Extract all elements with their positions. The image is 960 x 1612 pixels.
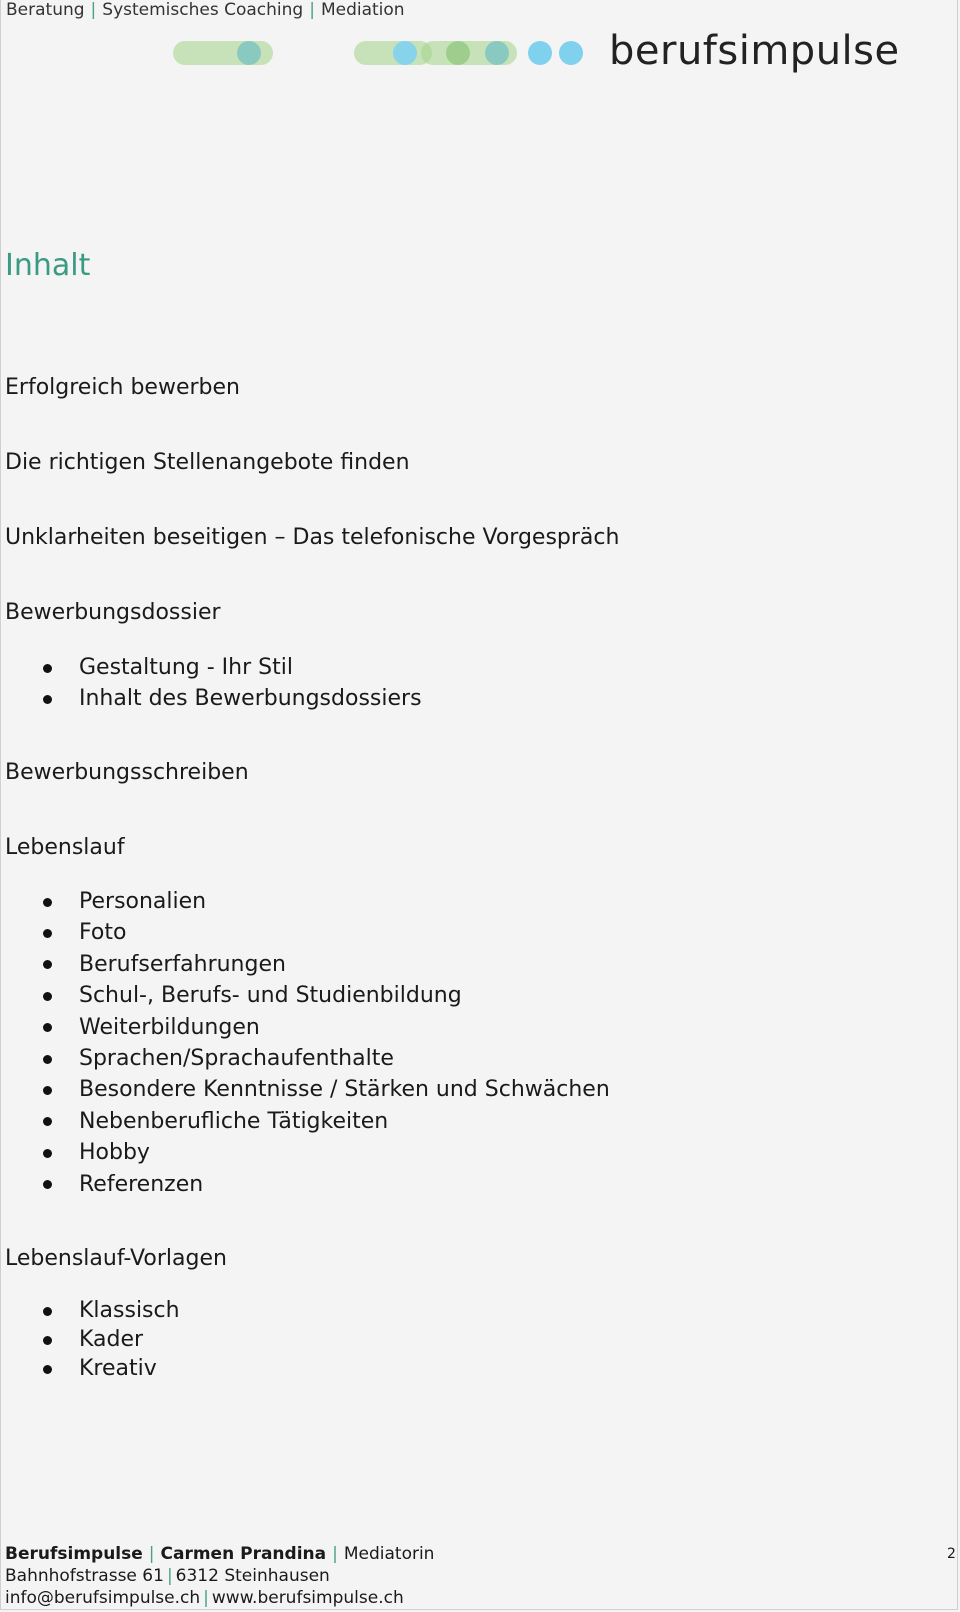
section-heading: Lebenslauf — [5, 835, 125, 860]
footer-person: Carmen Prandina — [160, 1544, 327, 1564]
footer-separator: | — [166, 1566, 173, 1586]
bullet-list — [1, 652, 422, 714]
list-item: Personalien — [1, 886, 610, 917]
footer-web-link[interactable]: www.berufsimpulse.ch — [211, 1588, 404, 1608]
page-footer — [5, 1543, 434, 1609]
footer-email-link[interactable]: info@berufsimpulse.ch — [5, 1588, 201, 1608]
list-item: Sprachen/Sprachaufenthalte — [1, 1043, 610, 1074]
brand-logo: berufsimpulse — [609, 28, 900, 74]
list-item: Kader — [1, 1325, 180, 1354]
section-heading: Lebenslauf-Vorlagen — [5, 1246, 227, 1271]
footer-separator: | — [148, 1544, 155, 1564]
list-item: Besondere Kenntnisse / Stärken und Schwächen — [1, 1074, 610, 1105]
footer-address: Bahnhofstrasse 61 — [5, 1566, 164, 1586]
list-item: Weiterbildungen — [1, 1012, 610, 1043]
header-nav — [6, 0, 405, 20]
nav-item-coaching: Systemisches Coaching — [102, 0, 304, 20]
footer-separator: | — [332, 1544, 338, 1564]
list-item: Inhalt des Bewerbungsdossiers — [1, 683, 422, 714]
bullet-list — [1, 1296, 180, 1383]
list-item: Klassisch — [1, 1296, 180, 1325]
nav-item-beratung: Beratung — [6, 0, 85, 20]
list-item: Gestaltung - Ihr Stil — [1, 652, 422, 683]
footer-separator: | — [203, 1588, 209, 1608]
section-heading: Die richtigen Stellenangebote finden — [5, 450, 410, 475]
list-item: Referenzen — [1, 1169, 610, 1200]
nav-separator: | — [309, 0, 315, 20]
footer-company: Berufsimpulse — [5, 1544, 143, 1564]
list-item: Nebenberufliche Tätigkeiten — [1, 1106, 610, 1137]
section-heading: Erfolgreich bewerben — [5, 375, 240, 400]
list-item: Kreativ — [1, 1354, 180, 1383]
page-title: Inhalt — [5, 248, 91, 283]
list-item: Berufserfahrungen — [1, 949, 610, 980]
page-number: 2 — [947, 1546, 956, 1562]
logo-dots-graphic — [171, 38, 591, 68]
footer-role: Mediatorin — [343, 1544, 435, 1564]
footer-city: 6312 Steinhausen — [175, 1566, 330, 1586]
list-item: Schul-, Berufs- und Studienbildung — [1, 980, 610, 1011]
section-heading: Unklarheiten beseitigen – Das telefonische Vorgespräch — [5, 525, 620, 550]
list-item: Hobby — [1, 1137, 610, 1168]
nav-item-mediation: Mediation — [320, 0, 405, 20]
list-item: Foto — [1, 917, 610, 948]
section-heading: Bewerbungsschreiben — [5, 760, 249, 785]
nav-separator: | — [90, 0, 97, 20]
bullet-list — [1, 886, 610, 1200]
section-heading: Bewerbungsdossier — [5, 600, 221, 625]
